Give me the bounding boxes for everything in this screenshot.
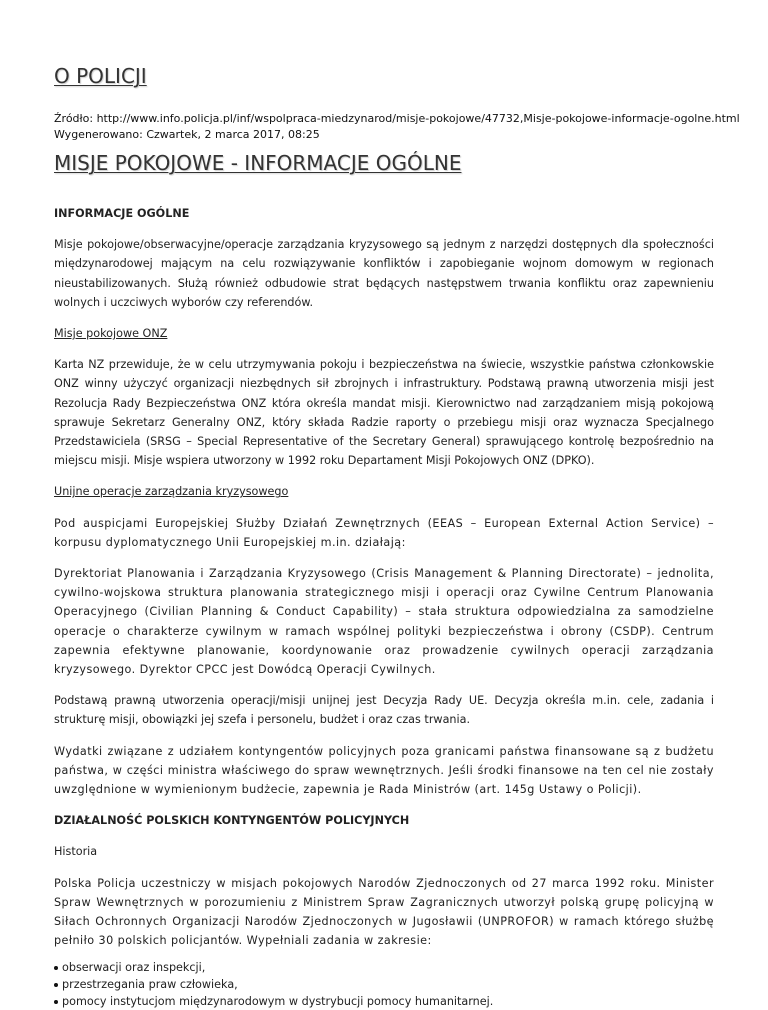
section-heading-polish-contingents: DZIAŁALNOŚĆ POLSKICH KONTYNGENTÓW POLICYJNYCH [54,814,410,828]
paragraph-legal-basis: Podstawą prawną utworzenia operacji/misji unijnej jest Decyzja Rady UE. Decyzja określa m.in. cele, zadania i strukturę misji, obowiązki jej szefa i personelu, budżet i oraz czas trwania. [54,694,714,727]
list-item: przestrzegania praw człowieka, [54,976,714,993]
paragraph-history: Polska Policja uczestniczy w misjach pokojowych Narodów Zjednoczonych od 27 marca 1992 roku. Minister Spraw Wewnętrznych w porozumieniu z Ministrem Spraw Zagranicznych utworzył polską grupę policyjną w Siłach Ochronnych Organizacji Narodów Zjednoczonych w Jugosławii (UNPROFOR) w ramach którego służbę pełniło 30 polskich policjantów. Wypełniali zadania w zakresie: [54,876,714,948]
site-title: O POLICJI [54,64,147,88]
page-title: MISJE POKOJOWE - INFORMACJE OGÓLNE [54,151,462,175]
paragraph-directorate: Dyrektoriat Planowania i Zarządzania Kryzysowego (Crisis Management & Planning Directorate) – jednolita, cywilno-wojskowa struktura planowania strategicznego misji i operacji oraz Cywilne Centrum Planowania Operacyjnego (Civilian Planning & Conduct Capability) – stała struktura odpowiedzialna za samodzielne operacje o charakterze cywilnym w ramach wspólnej polityki bezpieczeństwa i obrony (CSDP). Centrum zapewnia efektywne planowanie, koordynowanie oraz prowadzenie cywilnych operacji zarządzania kryzysowego. Dyrektor CPCC jest Dowódcą Operacji Cywilnych. [54,567,714,677]
paragraph-intro: Misje pokojowe/obserwacyjne/operacje zarządzania kryzysowego są jednym z narzędzi dostępnych dla społeczności międzynarodowej mającym na celu rozwiązywanie konfliktów i zapobieganie wojnom domowym w regionach nieustabilizowanych. Służą również odbudowie strat będących następstwem trwania konfliktu oraz zapewnieniu wolnych i uczciwych wyborów czy referendów. [54,238,714,309]
section-heading-general: INFORMACJE OGÓLNE [54,207,190,220]
subheading-un-missions: Misje pokojowe ONZ [54,327,168,341]
list-item: obserwacji oraz inspekcji, [54,959,714,976]
paragraph-un-charter: Karta NZ przewiduje, że w celu utrzymywania pokoju i bezpieczeństwa na świecie, wszystkie państwa członkowskie ONZ winny użyczyć organizacji niezbędnych sił zbrojnych i infrastruktury. Podstawą prawną utworzenia misji jest Rezolucja Rady Bezpieczeństwa ONZ która określa mandat misji. Kierownictwo nad zarządzaniem misją pokojową sprawuje Sekretarz Generalny ONZ, który składa Radzie raporty o przebiegu misji oraz wyznacza Specjalnego Przedstawiciela (SRSG – Special Representative of the Secretary General) sprawującego kontrolę bezpośrednio na miejscu misji. Misje wspiera utworzony w 1992 roku Departament Misji Pokojowych ONZ (DPKO). [54,358,714,468]
source-url: Źródło: http://www.info.policja.pl/inf/wspolpraca-miedzynarod/misje-pokojowe/47732,Misje-pokojowe-informacje-ogolne.html [54,112,740,125]
document-meta [54,111,740,143]
subheading-eu-operations: Unijne operacje zarządzania kryzysowego [54,485,289,499]
article-body [54,200,714,1010]
history-label: Historia [54,845,98,859]
paragraph-funding: Wydatki związane z udziałem kontyngentów policyjnych poza granicami państwa finansowane są z budżetu państwa, w części ministra właściwego do spraw wewnętrznych. Jeśli środki finansowe na ten cel nie zostały uwzględnione w wymienionym budżecie, zapewnia je Rada Ministrów (art. 145g Ustawy o Policji). [54,744,714,797]
list-item: pomocy instytucjom międzynarodowym w dystrybucji pomocy humanitarnej. [54,993,714,1010]
paragraph-eeas: Pod auspicjami Europejskiej Służby Działań Zewnętrznych (EEAS – European External Action Service) – korpusu dyplomatycznego Unii Europejskiej m.in. działają: [54,516,714,549]
generated-timestamp: Wygenerowano: Czwartek, 2 marca 2017, 08:25 [54,128,320,141]
tasks-list [54,959,714,1010]
